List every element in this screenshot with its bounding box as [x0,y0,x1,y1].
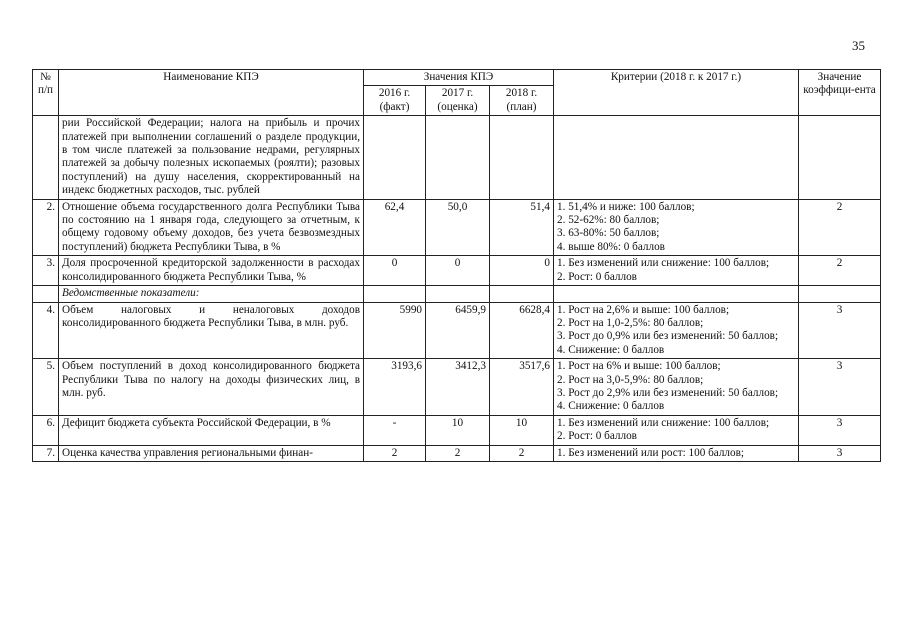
cell-num [33,116,59,199]
cell-2016: 3193,6 [364,359,426,416]
criteria-line: 3. Рост до 0,9% или без изменений: 50 баллов; [557,330,779,343]
cell-2017: 3412,3 [426,359,490,416]
cell-criteria [554,302,799,359]
criteria-line: 2. Рост: 0 баллов [557,270,637,283]
section-row [33,286,881,302]
criteria-line: 2. Рост на 1,0-2,5%: 80 баллов; [557,316,704,329]
cell-2017: 0 [426,256,490,286]
table-row [33,256,881,286]
header-num: № п/п [33,70,59,116]
cell-criteria [554,256,799,286]
cell-2018 [490,116,554,199]
cell-name: Дефицит бюджета субъекта Российской Федерации, в % [59,415,364,445]
cell-coef: 3 [799,359,881,416]
criteria-line: 1. Без изменений или снижение: 100 баллов; [557,257,770,270]
cell-name: Объем налоговых и неналоговых доходов консолидированного бюджета Республики Тыва, в млн. руб. [59,302,364,359]
cell-2016 [364,116,426,199]
cell-criteria [554,199,799,256]
cell-num: 3. [33,256,59,286]
header-2018: 2018 г. (план) [490,86,554,116]
cell-2017 [426,286,490,302]
cell-2018: 0 [490,256,554,286]
criteria-line: 1. Рост на 2,6% и выше: 100 баллов; [557,303,730,316]
cell-2016 [364,286,426,302]
cell-num: 6. [33,415,59,445]
cell-criteria [554,415,799,445]
cell-coef [799,116,881,199]
cell-coef: 3 [799,302,881,359]
cell-2017: 10 [426,415,490,445]
cell-2018: 2 [490,445,554,461]
cell-2017: 50,0 [426,199,490,256]
cell-num: 4. [33,302,59,359]
cell-name: Отношение объема государственного долга Республики Тыва по состоянию на 1 января года, следующего за отчетным, к общему годовому объему доходов, без учета безвозмездных поступлений) бюджета Республики Тыва, в % [59,199,364,256]
table-row [33,359,881,416]
criteria-line: 2. 52-62%: 80 баллов; [557,214,660,227]
page-number: 35 [852,38,865,53]
cell-2017: 6459,9 [426,302,490,359]
criteria-line: 1. Без изменений или рост: 100 баллов; [557,446,744,459]
cell-coef: 3 [799,445,881,461]
cell-2016: 2 [364,445,426,461]
cell-2017: 2 [426,445,490,461]
cell-num: 5. [33,359,59,416]
cell-num [33,286,59,302]
criteria-line: 4. выше 80%: 0 баллов [557,240,665,253]
cell-name: рии Российской Федерации; налога на прибыль и прочих платежей при выполнении соглашений о разделе продукции, в том числе платежей за пользование недрами, регулярных платежей за добычу полезных ископаемых (роялти); разовых поступлений) на душу населения, скорректированный на индекс бюджетных расходов, тыс. рублей [59,116,364,199]
header-criteria: Критерии (2018 г. к 2017 г.) [554,70,799,116]
cell-name: Оценка качества управления региональными финан- [59,445,364,461]
header-row-1 [33,70,881,86]
criteria-line: 1. 51,4% и ниже: 100 баллов; [557,200,695,213]
cell-criteria [554,445,799,461]
section-label: Ведомственные показатели: [59,286,364,302]
cell-coef: 2 [799,199,881,256]
criteria-line: 1. Без изменений или снижение: 100 баллов; [557,416,770,429]
cell-coef: 3 [799,415,881,445]
criteria-line: 2. Рост: 0 баллов [557,430,637,443]
cell-2016: 0 [364,256,426,286]
cell-2018: 3517,6 [490,359,554,416]
cell-2018: 10 [490,415,554,445]
cell-criteria [554,286,799,302]
criteria-line: 4. Снижение: 0 баллов [557,343,665,356]
table-row [33,445,881,461]
cell-2018: 6628,4 [490,302,554,359]
cell-num: 2. [33,199,59,256]
cell-coef: 2 [799,256,881,286]
table-row-continuation [33,116,881,199]
criteria-line: 3. Рост до 2,9% или без изменений: 50 баллов; [557,386,779,399]
header-values: Значения КПЭ [364,70,554,86]
cell-name: Объем поступлений в доход консолидированного бюджета Республики Тыва по налогу на доходы физических лиц, в млн. руб. [59,359,364,416]
criteria-line: 2. Рост на 3,0-5,9%: 80 баллов; [557,373,704,386]
cell-num: 7. [33,445,59,461]
cell-criteria [554,359,799,416]
cell-2018 [490,286,554,302]
table-row [33,302,881,359]
cell-2017 [426,116,490,199]
cell-name: Доля просроченной кредиторской задолженности в расходах консолидированного бюджета Республики Тыва, % [59,256,364,286]
header-coef: Значение коэффици-ента [799,70,881,116]
kpe-table [32,69,881,462]
cell-2016: 62,4 [364,199,426,256]
header-name: Наименование КПЭ [59,70,364,116]
cell-2016: 5990 [364,302,426,359]
cell-2016: - [364,415,426,445]
header-2016: 2016 г. (факт) [364,86,426,116]
criteria-line: 4. Снижение: 0 баллов [557,400,665,413]
cell-criteria [554,116,799,199]
cell-2018: 51,4 [490,199,554,256]
table-row [33,415,881,445]
criteria-line: 3. 63-80%: 50 баллов; [557,227,660,240]
header-2017: 2017 г. (оценка) [426,86,490,116]
table-row [33,199,881,256]
criteria-line: 1. Рост на 6% и выше: 100 баллов; [557,360,721,373]
cell-coef [799,286,881,302]
